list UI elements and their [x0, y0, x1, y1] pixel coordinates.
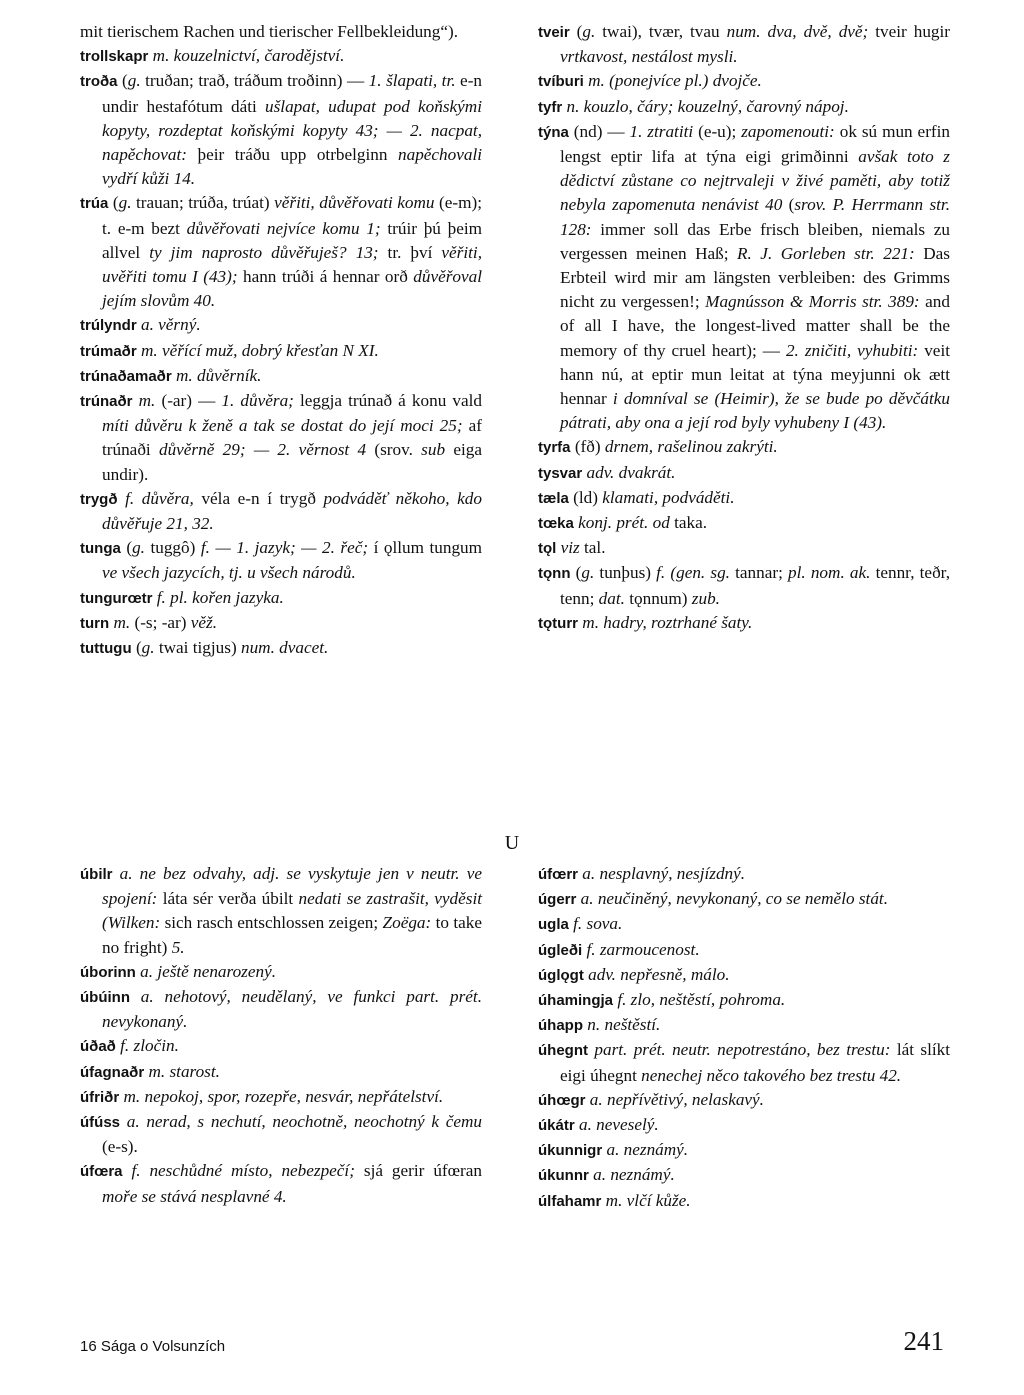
entry-gloss-italic: avšak toto z dědictví zůstane co nejtrvaleji v živé paměti, aby totiž nebyla zapomenuta nenávist 40 — [560, 147, 950, 215]
entry-gloss-italic: dat. — [598, 588, 625, 608]
entry-headword: tuttugu — [80, 640, 132, 658]
entry-gloss-italic: g. — [132, 538, 145, 558]
entry-gloss-italic: sub — [421, 440, 446, 460]
entry-headword: úfúss — [80, 1114, 121, 1132]
entry-text: ( — [782, 195, 795, 215]
entry-gloss-italic: podváděť někoho, kdo důvěřuje 21, 32. — [102, 488, 482, 534]
entry-gloss-italic: g. — [141, 638, 155, 658]
entry-headword: tyfr — [538, 98, 563, 116]
dictionary-entry — [538, 938, 950, 963]
entry-headword: úfriðr — [80, 1088, 120, 1106]
entry-gloss-italic: srov. P. Herrmann str. 128: — [560, 195, 950, 239]
entry-gloss-italic: g. — [581, 563, 595, 583]
dictionary-entry — [80, 1060, 482, 1085]
entry-headword: úlfahamr — [538, 1192, 602, 1210]
entry-headword: tœka — [538, 515, 574, 533]
entry-headword: ugla — [538, 916, 569, 934]
entry-text: láta sér verða úbilt — [157, 889, 299, 909]
column-top-right — [538, 20, 950, 636]
entry-gloss-italic: ve všech jazycích, tj. u všech národů. — [102, 563, 356, 583]
dictionary-entry — [538, 611, 950, 636]
entry-text: (e-u); — [693, 121, 742, 141]
entry-text: ( — [131, 638, 142, 658]
entry-gloss-italic: i domníval se (Heimir), že se bude po děvčátku pátrati, aby ona a její rod byly vyhubeny I (43). — [560, 389, 950, 433]
dictionary-entry — [538, 511, 950, 536]
entry-text: tunþus) — [594, 563, 657, 583]
entry-gloss-italic: m. — [109, 612, 131, 632]
entry-gloss-italic: a. věrný. — [136, 315, 201, 335]
entry-gloss-italic: m. důvěrník. — [171, 365, 262, 385]
dictionary-entry — [80, 191, 482, 313]
running-footer: 16 Sága o Volsunzích — [80, 1338, 226, 1355]
entry-headword: úðað — [80, 1038, 116, 1056]
entry-headword: úkátr — [538, 1117, 575, 1135]
entry-headword: úfagnaðr — [80, 1063, 145, 1081]
entry-gloss-italic: num. dva, dvě, dvě; — [726, 22, 869, 41]
column-bottom-left — [80, 862, 482, 1209]
entry-text: tuggô) — [144, 538, 201, 558]
entry-gloss-italic: f. zlo, neštěstí, pohroma. — [613, 990, 786, 1010]
entry-gloss-italic: R. J. Gorleben str. 221: — [737, 243, 915, 263]
entry-gloss-italic: adv. nepřesně, málo. — [583, 964, 730, 984]
entry-gloss-italic: g. — [127, 71, 141, 91]
column-top-left — [80, 20, 482, 661]
entry-headword: úgerr — [538, 891, 577, 909]
entry-gloss-italic: n. kouzlo, čáry; kouzelný, čarovný nápoj. — [562, 96, 849, 116]
entry-gloss-italic: drnem, rašelinou zakrýti. — [604, 437, 778, 457]
dictionary-entry — [538, 887, 950, 912]
dictionary-entry — [80, 985, 482, 1034]
dictionary-entry — [538, 1088, 950, 1113]
dictionary-entry — [538, 486, 950, 511]
dictionary-entry — [80, 69, 482, 191]
entry-gloss-italic: f. zarmoucenost. — [582, 939, 700, 959]
entry-text: veit hann nú, at eptir mun leitat at týna meyjunni ok ætt hennar — [560, 340, 950, 409]
entry-gloss-italic: 5. — [171, 937, 185, 957]
entry-gloss-italic: vrtkavost, nestálost mysli. — [560, 47, 738, 67]
entry-gloss-italic: m. nepokoj, spor, rozepře, nesvár, nepřátelství. — [119, 1086, 444, 1106]
entry-headword: troða — [80, 73, 118, 91]
dictionary-entry — [80, 339, 482, 364]
entry-gloss-italic: věž. — [190, 612, 218, 632]
entry-headword: úhapp — [538, 1017, 583, 1035]
entry-text: truðan; trað, tráðum troðinn) — — [140, 71, 369, 91]
entry-headword: úhamingja — [538, 992, 614, 1010]
dictionary-entry — [538, 1163, 950, 1188]
entry-text: immer soll das Erbe frisch bleiben, niemals zu vergessen meinen Haß; — [560, 219, 950, 263]
entry-headword: úhœgr — [538, 1091, 586, 1109]
dictionary-entry — [80, 636, 482, 661]
entry-text: af trúnaði — [102, 416, 482, 460]
entry-headword: úbilr — [80, 866, 113, 883]
entry-text: mit tierischem Rachen und tierischer Fellbekleidung“). — [80, 22, 459, 41]
entry-gloss-italic: f. sova. — [568, 914, 623, 934]
dictionary-entry — [80, 1085, 482, 1110]
entry-text: tennr, teðr, tenn; — [560, 563, 950, 608]
entry-gloss-italic: f. — 1. jazyk; — 2. řeč; — [200, 538, 369, 558]
entry-text: ( — [570, 563, 582, 583]
entry-text: hann trúði á hennar orð — [237, 267, 414, 287]
entry-gloss-italic: 1. důvěra; — [221, 391, 294, 411]
entry-gloss-italic: viz — [556, 538, 580, 558]
entry-headword: úborinn — [80, 963, 136, 981]
entry-text: ok sú mun erfin lengst eptir lifa at týna eigi grimðinni — [560, 121, 951, 167]
entry-gloss-italic: a. nesplavný, nesjízdný. — [578, 864, 746, 883]
dictionary-entry — [538, 461, 950, 486]
entry-text: and of all I have, the longest-lived matter shall be the memory of thy cruel heart); — — [560, 292, 950, 360]
entry-text: (srov. — [366, 440, 422, 460]
dictionary-entry — [80, 960, 482, 985]
dictionary-entry — [538, 95, 950, 120]
entry-text: trúir þú þeim allvel — [102, 218, 482, 262]
entry-text: tal. — [579, 538, 606, 558]
entry-headword: trúnaðr — [80, 393, 133, 411]
entry-gloss-italic: 1. šlapati, tr. — [368, 71, 456, 91]
entry-gloss-italic: part. prét. neutr. nepotrestáno, bez trestu: — [588, 1040, 891, 1060]
entry-text: tǫnnum) — [624, 588, 692, 608]
dictionary-entry — [80, 487, 482, 536]
entry-gloss-italic: 1. ztratiti — [629, 121, 694, 141]
entry-text: ( — [117, 71, 128, 91]
entry-text: (ld) — [568, 487, 603, 507]
entry-gloss-italic: g. — [118, 193, 132, 213]
entry-gloss-italic: nenechej něco takového bez trestu 42. — [641, 1065, 902, 1085]
entry-text: (e-s). — [102, 1137, 138, 1157]
entry-headword: týna — [538, 123, 569, 141]
entry-gloss-italic: nedati se zastrašit, vyděsit (Wilken: — [102, 889, 483, 933]
section-letter: U — [504, 832, 520, 854]
entry-text: e-n undir hestafótum dáti — [102, 71, 483, 116]
entry-text: Das Erbteil wird mir am längsten verbleiben: des Grimms nicht zu vergessen!; — [560, 243, 950, 312]
entry-gloss-italic: m. (ponejvíce pl.) dvojče. — [583, 71, 762, 91]
dictionary-entry — [80, 1159, 482, 1208]
entry-headword: trygð — [80, 490, 118, 508]
entry-text: ( — [120, 538, 133, 558]
entry-text: twai), tvær, tvau — [595, 22, 727, 41]
entry-headword: úkunnigr — [538, 1142, 603, 1160]
entry-text: to take no fright) — [102, 913, 482, 957]
entry-gloss-italic: důvěřovati nejvíce komu 1; — [186, 218, 381, 238]
entry-gloss-italic: ty jim naprosto důvěřuješ? 13; — [149, 242, 379, 262]
entry-gloss-italic: napěchovali vydří kůži 14. — [102, 145, 482, 189]
entry-text: sich rasch entschlossen zeigen; — [160, 913, 383, 933]
dictionary-entry — [80, 313, 482, 338]
entry-gloss-italic: konj. prét. od — [573, 513, 670, 533]
entry-headword: tæla — [538, 489, 569, 507]
dictionary-entry — [80, 389, 482, 487]
entry-gloss-italic: Zoëga: — [382, 913, 432, 933]
dictionary-entry — [80, 364, 482, 389]
entry-gloss-italic: m. hadry, roztrhané šaty. — [578, 612, 753, 632]
entry-gloss-italic: f. neschůdné místo, nebezpečí; — [122, 1161, 355, 1181]
entry-headword: tǫnn — [538, 565, 571, 583]
entry-headword: tǫl — [538, 540, 557, 558]
entry-gloss-italic: moře se stává nesplavné 4. — [102, 1186, 287, 1206]
dictionary-entry — [538, 1113, 950, 1138]
dictionary-entry — [80, 536, 482, 585]
entry-gloss-italic: ušlapat, udupat pod koňskými kopyty, rozdeptat koňskými kopyty 43; — 2. nacpat, napěchovat: — [102, 96, 482, 165]
entry-gloss-italic: Magnússon & Morris str. 389: — [705, 292, 920, 312]
entry-text: þeir tráðu upp otrbelginn — [186, 145, 398, 165]
entry-gloss-italic: a. neznámý. — [588, 1165, 675, 1185]
entry-headword: tungurœtr — [80, 589, 153, 607]
dictionary-entry — [80, 586, 482, 611]
entry-text: (fð) — [570, 437, 605, 457]
dictionary-entry — [538, 1013, 950, 1038]
entry-text: (-ar) — — [155, 391, 222, 411]
entry-headword: úfœrr — [538, 866, 578, 883]
entry-gloss-italic: f. (gen. sg. — [656, 563, 730, 583]
entry-headword: úglǫgt — [538, 966, 584, 984]
dictionary-entry — [538, 862, 950, 887]
entry-headword: úbúinn — [80, 989, 130, 1007]
dictionary-entry — [538, 435, 950, 460]
entry-headword: úhegnt — [538, 1042, 588, 1060]
dictionary-entry — [538, 561, 950, 610]
entry-gloss-italic: důvěřoval jejím slovům 40. — [102, 267, 482, 311]
dictionary-entry — [538, 912, 950, 937]
dictionary-entry — [538, 963, 950, 988]
entry-gloss-italic: klamati, podváděti. — [602, 487, 735, 507]
entry-headword: trollskapr — [80, 48, 149, 66]
entry-text: (nd) — — [568, 121, 630, 141]
entry-text: tveir hugir — [868, 22, 951, 41]
entry-gloss-italic: zapomenouti: — [741, 121, 835, 141]
entry-text: í ǫllum tungum — [368, 538, 482, 558]
entry-gloss-italic: věřiti, důvěřovati komu — [274, 193, 435, 213]
entry-headword: tveir — [538, 24, 570, 41]
entry-text: ( — [108, 193, 119, 213]
dictionary-entry — [80, 20, 482, 44]
entry-headword: trúlyndr — [80, 317, 137, 335]
dictionary-entry — [80, 1034, 482, 1059]
entry-headword: trúmaðr — [80, 342, 137, 360]
dictionary-entry — [538, 536, 950, 561]
column-bottom-right — [538, 862, 950, 1214]
dictionary-entry — [80, 862, 482, 960]
entry-text: tannar; — [729, 563, 789, 583]
dictionary-entry — [538, 1189, 950, 1214]
entry-text: taka. — [669, 513, 708, 533]
entry-headword: tysvar — [538, 464, 583, 482]
entry-text: leggja trúnað á konu vald — [293, 391, 482, 411]
entry-headword: úfœra — [80, 1163, 123, 1181]
dictionary-entry — [80, 44, 482, 69]
entry-headword: úgleði — [538, 941, 583, 959]
entry-gloss-italic: a. nehotový, neudělaný, ve funkci part. prét. nevykonaný. — [102, 987, 482, 1032]
dictionary-entry — [80, 611, 482, 636]
entry-headword: tǫturr — [538, 614, 578, 632]
entry-gloss-italic: a. neznámý. — [602, 1140, 689, 1160]
entry-gloss-italic: num. dvacet. — [240, 638, 329, 658]
entry-gloss-italic: a. neučiněný, nevykonaný, co se nemělo stát. — [576, 889, 888, 909]
entry-gloss-italic: a. neveselý. — [574, 1115, 659, 1135]
dictionary-entry — [80, 1110, 482, 1159]
entry-text: sjá gerir úfœran — [354, 1161, 482, 1181]
entry-headword: turn — [80, 614, 110, 632]
entry-text: twai tigjus) — [154, 638, 241, 658]
dictionary-entry — [538, 1038, 950, 1087]
entry-gloss-italic: f. pl. kořen jazyka. — [152, 587, 284, 607]
entry-text: trauan; trúða, trúat) — [131, 193, 275, 213]
entry-text: lát slíkt eigi úhegnt — [560, 1040, 951, 1085]
dictionary-entry — [538, 120, 950, 436]
page-number: 241 — [903, 1326, 944, 1356]
entry-text: ( — [569, 22, 583, 41]
entry-gloss-italic: m. starost. — [144, 1061, 220, 1081]
entry-gloss-italic: důvěrně 29; — 2. věrnost 4 — [158, 440, 367, 460]
entry-gloss-italic: míti důvěru k ženě a tak se dostat do její moci 25; — [102, 416, 463, 436]
entry-gloss-italic: věřiti, uvěřiti tomu I (43); — [102, 242, 482, 287]
entry-headword: tvíburi — [538, 73, 584, 91]
entry-gloss-italic: adv. dvakrát. — [582, 462, 676, 482]
entry-gloss-italic: m. věřící muž, dobrý křesťan N XI. — [136, 340, 379, 360]
entry-gloss-italic: m. vlčí kůže. — [601, 1190, 691, 1210]
entry-headword: úkunnr — [538, 1167, 589, 1185]
entry-gloss-italic: zub. — [691, 588, 720, 608]
entry-text: (e-m); t. e-m bezt — [102, 193, 482, 238]
dictionary-entry — [538, 20, 950, 69]
entry-gloss-italic: f. zločin. — [115, 1036, 179, 1056]
entry-text: (-s; -ar) — [130, 612, 191, 632]
entry-gloss-italic: a. ještě nenarozený. — [135, 961, 276, 981]
entry-gloss-italic: m. kouzelnictví, čarodějství. — [148, 46, 345, 66]
entry-gloss-italic: a. nepřívětivý, nelaskavý. — [585, 1089, 764, 1109]
entry-gloss-italic: g. — [582, 22, 596, 41]
entry-gloss-italic: a. ne bez odvahy, adj. se vyskytuje jen v neutr. ve spojení: — [102, 864, 482, 909]
entry-gloss-italic: a. nerad, s nechutí, neochotně, neochotný k čemu — [120, 1112, 482, 1132]
entry-gloss-italic: m. — [132, 391, 156, 411]
entry-headword: trúa — [80, 195, 109, 213]
entry-headword: tunga — [80, 540, 121, 558]
dictionary-entry — [538, 988, 950, 1013]
dictionary-entry — [538, 69, 950, 94]
entry-gloss-italic: 2. zničiti, vyhubiti: — [785, 340, 919, 360]
dictionary-entry — [538, 1138, 950, 1163]
entry-text: eiga undir). — [102, 440, 482, 484]
entry-gloss-italic: pl. nom. ak. — [788, 563, 871, 583]
entry-gloss-italic: f. důvěra, — [117, 488, 194, 508]
entry-text: véla e-n í trygð — [193, 488, 324, 508]
entry-headword: trúnaðamaðr — [80, 367, 172, 385]
entry-headword: tyrfa — [538, 439, 571, 457]
entry-text: tr. því — [378, 242, 442, 262]
entry-gloss-italic: n. neštěstí. — [583, 1015, 661, 1035]
